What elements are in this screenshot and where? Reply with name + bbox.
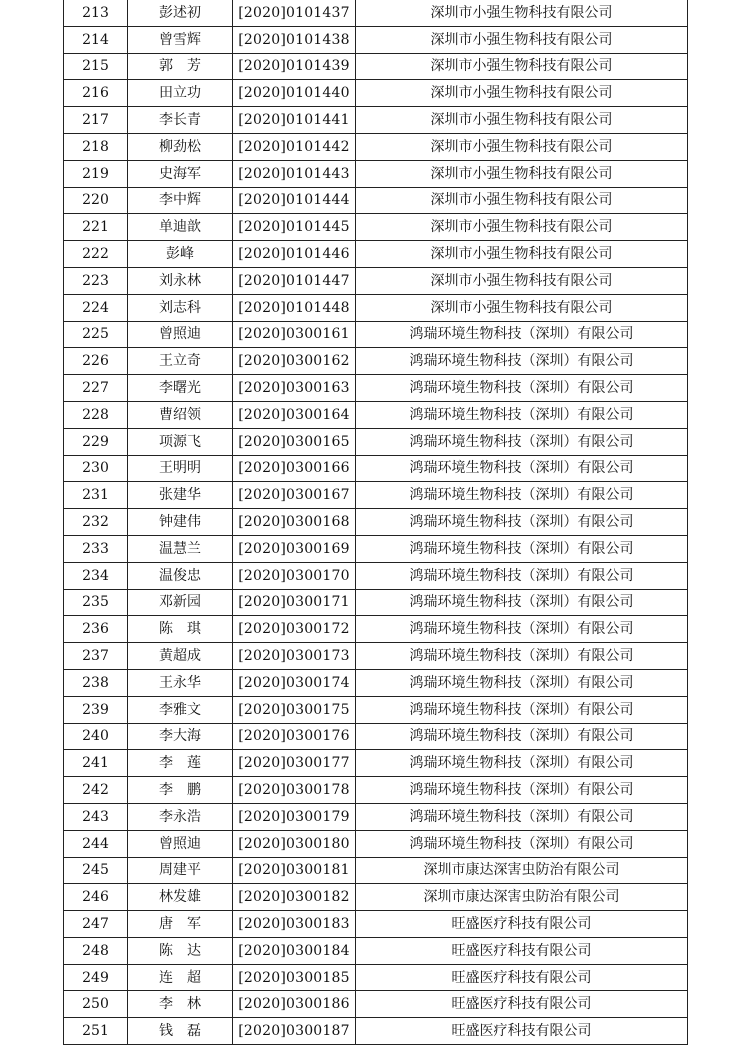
row-number-cell: 247 xyxy=(64,911,128,938)
company-name-cell: 鸿瑞环境生物科技（深圳）有限公司 xyxy=(356,750,688,777)
table-row xyxy=(64,187,688,214)
certificate-number-cell: [2020]0300185 xyxy=(233,964,356,991)
certificate-number-cell: [2020]0101448 xyxy=(233,294,356,321)
company-name-cell: 深圳市康达深害虫防治有限公司 xyxy=(356,884,688,911)
certificate-number-cell: [2020]0300161 xyxy=(233,321,356,348)
table-row xyxy=(64,107,688,134)
company-name-cell: 鸿瑞环境生物科技（深圳）有限公司 xyxy=(356,589,688,616)
row-number-cell: 234 xyxy=(64,562,128,589)
row-number-cell: 214 xyxy=(64,26,128,53)
company-name-cell: 鸿瑞环境生物科技（深圳）有限公司 xyxy=(356,321,688,348)
person-name-cell: 刘永林 xyxy=(128,267,233,294)
row-number-cell: 220 xyxy=(64,187,128,214)
row-number-cell: 242 xyxy=(64,777,128,804)
table-row xyxy=(64,509,688,536)
certificate-number-cell: [2020]0300167 xyxy=(233,482,356,509)
company-name-cell: 旺盛医疗科技有限公司 xyxy=(356,964,688,991)
table-row xyxy=(64,964,688,991)
table-row xyxy=(64,803,688,830)
table-row xyxy=(64,321,688,348)
table-row xyxy=(64,830,688,857)
certificate-number-cell: [2020]0300178 xyxy=(233,777,356,804)
table-row xyxy=(64,884,688,911)
certificate-number-cell: [2020]0300179 xyxy=(233,803,356,830)
table-row xyxy=(64,777,688,804)
company-name-cell: 深圳市小强生物科技有限公司 xyxy=(356,294,688,321)
company-name-cell: 鸿瑞环境生物科技（深圳）有限公司 xyxy=(356,482,688,509)
person-name-cell: 田立功 xyxy=(128,80,233,107)
company-name-cell: 鸿瑞环境生物科技（深圳）有限公司 xyxy=(356,375,688,402)
company-name-cell: 鸿瑞环境生物科技（深圳）有限公司 xyxy=(356,401,688,428)
table-row xyxy=(64,723,688,750)
person-name-cell: 周建平 xyxy=(128,857,233,884)
company-name-cell: 深圳市小强生物科技有限公司 xyxy=(356,80,688,107)
company-name-cell: 深圳市小强生物科技有限公司 xyxy=(356,53,688,80)
certificate-number-cell: [2020]0101445 xyxy=(233,214,356,241)
table-row xyxy=(64,696,688,723)
person-name-cell: 张建华 xyxy=(128,482,233,509)
row-number-cell: 224 xyxy=(64,294,128,321)
table-row xyxy=(64,482,688,509)
certificate-number-cell: [2020]0300187 xyxy=(233,1018,356,1045)
company-name-cell: 旺盛医疗科技有限公司 xyxy=(356,1018,688,1045)
company-name-cell: 鸿瑞环境生物科技（深圳）有限公司 xyxy=(356,348,688,375)
table-row xyxy=(64,53,688,80)
company-name-cell: 鸿瑞环境生物科技（深圳）有限公司 xyxy=(356,669,688,696)
table-row xyxy=(64,428,688,455)
person-name-cell: 彭峰 xyxy=(128,241,233,268)
table-row xyxy=(64,750,688,777)
certificate-number-cell: [2020]0300184 xyxy=(233,937,356,964)
company-name-cell: 深圳市小强生物科技有限公司 xyxy=(356,26,688,53)
person-name-cell: 曾照迪 xyxy=(128,830,233,857)
certificate-number-cell: [2020]0300180 xyxy=(233,830,356,857)
person-name-cell: 李永浩 xyxy=(128,803,233,830)
row-number-cell: 246 xyxy=(64,884,128,911)
table-row xyxy=(64,294,688,321)
company-name-cell: 深圳市小强生物科技有限公司 xyxy=(356,133,688,160)
person-name-cell: 陈 琪 xyxy=(128,616,233,643)
person-name-cell: 郭 芳 xyxy=(128,53,233,80)
person-name-cell: 温俊忠 xyxy=(128,562,233,589)
company-name-cell: 鸿瑞环境生物科技（深圳）有限公司 xyxy=(356,535,688,562)
company-name-cell: 鸿瑞环境生物科技（深圳）有限公司 xyxy=(356,509,688,536)
certificate-number-cell: [2020]0101443 xyxy=(233,160,356,187)
person-name-cell: 曾雪辉 xyxy=(128,26,233,53)
certificate-number-cell: [2020]0300172 xyxy=(233,616,356,643)
company-name-cell: 鸿瑞环境生物科技（深圳）有限公司 xyxy=(356,428,688,455)
table-row xyxy=(64,669,688,696)
row-number-cell: 229 xyxy=(64,428,128,455)
table-row xyxy=(64,26,688,53)
person-name-cell: 唐 军 xyxy=(128,911,233,938)
certificate-number-cell: [2020]0300168 xyxy=(233,509,356,536)
row-number-cell: 222 xyxy=(64,241,128,268)
table-row xyxy=(64,1018,688,1045)
certificate-number-cell: [2020]0300175 xyxy=(233,696,356,723)
person-name-cell: 李雅文 xyxy=(128,696,233,723)
row-number-cell: 244 xyxy=(64,830,128,857)
row-number-cell: 228 xyxy=(64,401,128,428)
row-number-cell: 251 xyxy=(64,1018,128,1045)
person-name-cell: 王立奇 xyxy=(128,348,233,375)
person-name-cell: 李 林 xyxy=(128,991,233,1018)
table-row xyxy=(64,160,688,187)
certificate-number-cell: [2020]0101440 xyxy=(233,80,356,107)
company-name-cell: 旺盛医疗科技有限公司 xyxy=(356,911,688,938)
company-name-cell: 深圳市康达深害虫防治有限公司 xyxy=(356,857,688,884)
table-row xyxy=(64,375,688,402)
row-number-cell: 235 xyxy=(64,589,128,616)
row-number-cell: 241 xyxy=(64,750,128,777)
table-row xyxy=(64,911,688,938)
company-name-cell: 鸿瑞环境生物科技（深圳）有限公司 xyxy=(356,616,688,643)
company-name-cell: 深圳市小强生物科技有限公司 xyxy=(356,214,688,241)
row-number-cell: 218 xyxy=(64,133,128,160)
row-number-cell: 237 xyxy=(64,643,128,670)
person-name-cell: 李曙光 xyxy=(128,375,233,402)
company-name-cell: 鸿瑞环境生物科技（深圳）有限公司 xyxy=(356,643,688,670)
row-number-cell: 221 xyxy=(64,214,128,241)
company-name-cell: 鸿瑞环境生物科技（深圳）有限公司 xyxy=(356,723,688,750)
roster-page xyxy=(63,0,687,1045)
person-name-cell: 温慧兰 xyxy=(128,535,233,562)
row-number-cell: 217 xyxy=(64,107,128,134)
certificate-number-cell: [2020]0300174 xyxy=(233,669,356,696)
certificate-number-cell: [2020]0300163 xyxy=(233,375,356,402)
row-number-cell: 219 xyxy=(64,160,128,187)
table-row xyxy=(64,214,688,241)
certificate-number-cell: [2020]0300176 xyxy=(233,723,356,750)
person-name-cell: 史海军 xyxy=(128,160,233,187)
table-row xyxy=(64,267,688,294)
row-number-cell: 232 xyxy=(64,509,128,536)
company-name-cell: 旺盛医疗科技有限公司 xyxy=(356,991,688,1018)
row-number-cell: 240 xyxy=(64,723,128,750)
company-name-cell: 鸿瑞环境生物科技（深圳）有限公司 xyxy=(356,562,688,589)
row-number-cell: 238 xyxy=(64,669,128,696)
certificate-number-cell: [2020]0300162 xyxy=(233,348,356,375)
table-row xyxy=(64,401,688,428)
row-number-cell: 226 xyxy=(64,348,128,375)
table-row xyxy=(64,80,688,107)
roster-table-body xyxy=(64,0,688,1045)
certificate-number-cell: [2020]0101447 xyxy=(233,267,356,294)
certificate-number-cell: [2020]0300173 xyxy=(233,643,356,670)
person-name-cell: 连 超 xyxy=(128,964,233,991)
row-number-cell: 231 xyxy=(64,482,128,509)
person-name-cell: 曹绍领 xyxy=(128,401,233,428)
certificate-number-cell: [2020]0101444 xyxy=(233,187,356,214)
person-name-cell: 王永华 xyxy=(128,669,233,696)
company-name-cell: 鸿瑞环境生物科技（深圳）有限公司 xyxy=(356,696,688,723)
table-row xyxy=(64,535,688,562)
table-row xyxy=(64,133,688,160)
table-row xyxy=(64,857,688,884)
company-name-cell: 鸿瑞环境生物科技（深圳）有限公司 xyxy=(356,455,688,482)
person-name-cell: 王明明 xyxy=(128,455,233,482)
row-number-cell: 216 xyxy=(64,80,128,107)
row-number-cell: 239 xyxy=(64,696,128,723)
person-name-cell: 陈 达 xyxy=(128,937,233,964)
certificate-number-cell: [2020]0101441 xyxy=(233,107,356,134)
row-number-cell: 250 xyxy=(64,991,128,1018)
row-number-cell: 213 xyxy=(64,0,128,26)
person-name-cell: 李 鹏 xyxy=(128,777,233,804)
certificate-roster-table xyxy=(63,0,688,1045)
certificate-number-cell: [2020]0300169 xyxy=(233,535,356,562)
table-row xyxy=(64,937,688,964)
person-name-cell: 柳劲松 xyxy=(128,133,233,160)
certificate-number-cell: [2020]0300164 xyxy=(233,401,356,428)
certificate-number-cell: [2020]0101439 xyxy=(233,53,356,80)
row-number-cell: 243 xyxy=(64,803,128,830)
person-name-cell: 曾照迪 xyxy=(128,321,233,348)
row-number-cell: 245 xyxy=(64,857,128,884)
person-name-cell: 黄超成 xyxy=(128,643,233,670)
row-number-cell: 233 xyxy=(64,535,128,562)
certificate-number-cell: [2020]0300186 xyxy=(233,991,356,1018)
company-name-cell: 鸿瑞环境生物科技（深圳）有限公司 xyxy=(356,830,688,857)
person-name-cell: 李大海 xyxy=(128,723,233,750)
certificate-number-cell: [2020]0300181 xyxy=(233,857,356,884)
row-number-cell: 227 xyxy=(64,375,128,402)
person-name-cell: 项源飞 xyxy=(128,428,233,455)
company-name-cell: 深圳市小强生物科技有限公司 xyxy=(356,187,688,214)
table-row xyxy=(64,616,688,643)
table-row xyxy=(64,241,688,268)
table-row xyxy=(64,991,688,1018)
person-name-cell: 李 莲 xyxy=(128,750,233,777)
table-row xyxy=(64,643,688,670)
table-row xyxy=(64,562,688,589)
company-name-cell: 深圳市小强生物科技有限公司 xyxy=(356,107,688,134)
person-name-cell: 邓新园 xyxy=(128,589,233,616)
company-name-cell: 旺盛医疗科技有限公司 xyxy=(356,937,688,964)
certificate-number-cell: [2020]0300165 xyxy=(233,428,356,455)
certificate-number-cell: [2020]0300183 xyxy=(233,911,356,938)
table-row xyxy=(64,348,688,375)
table-row xyxy=(64,0,688,26)
person-name-cell: 单迪歆 xyxy=(128,214,233,241)
certificate-number-cell: [2020]0101437 xyxy=(233,0,356,26)
row-number-cell: 230 xyxy=(64,455,128,482)
row-number-cell: 223 xyxy=(64,267,128,294)
certificate-number-cell: [2020]0300171 xyxy=(233,589,356,616)
company-name-cell: 深圳市小强生物科技有限公司 xyxy=(356,267,688,294)
row-number-cell: 236 xyxy=(64,616,128,643)
person-name-cell: 李中辉 xyxy=(128,187,233,214)
row-number-cell: 248 xyxy=(64,937,128,964)
company-name-cell: 深圳市小强生物科技有限公司 xyxy=(356,241,688,268)
certificate-number-cell: [2020]0300177 xyxy=(233,750,356,777)
person-name-cell: 李长青 xyxy=(128,107,233,134)
person-name-cell: 钱 磊 xyxy=(128,1018,233,1045)
row-number-cell: 249 xyxy=(64,964,128,991)
certificate-number-cell: [2020]0101446 xyxy=(233,241,356,268)
table-row xyxy=(64,455,688,482)
certificate-number-cell: [2020]0101438 xyxy=(233,26,356,53)
person-name-cell: 钟建伟 xyxy=(128,509,233,536)
person-name-cell: 林发雄 xyxy=(128,884,233,911)
person-name-cell: 刘志科 xyxy=(128,294,233,321)
row-number-cell: 225 xyxy=(64,321,128,348)
certificate-number-cell: [2020]0300170 xyxy=(233,562,356,589)
table-row xyxy=(64,589,688,616)
certificate-number-cell: [2020]0300166 xyxy=(233,455,356,482)
certificate-number-cell: [2020]0101442 xyxy=(233,133,356,160)
company-name-cell: 鸿瑞环境生物科技（深圳）有限公司 xyxy=(356,803,688,830)
company-name-cell: 深圳市小强生物科技有限公司 xyxy=(356,160,688,187)
company-name-cell: 深圳市小强生物科技有限公司 xyxy=(356,0,688,26)
person-name-cell: 彭述初 xyxy=(128,0,233,26)
company-name-cell: 鸿瑞环境生物科技（深圳）有限公司 xyxy=(356,777,688,804)
row-number-cell: 215 xyxy=(64,53,128,80)
certificate-number-cell: [2020]0300182 xyxy=(233,884,356,911)
